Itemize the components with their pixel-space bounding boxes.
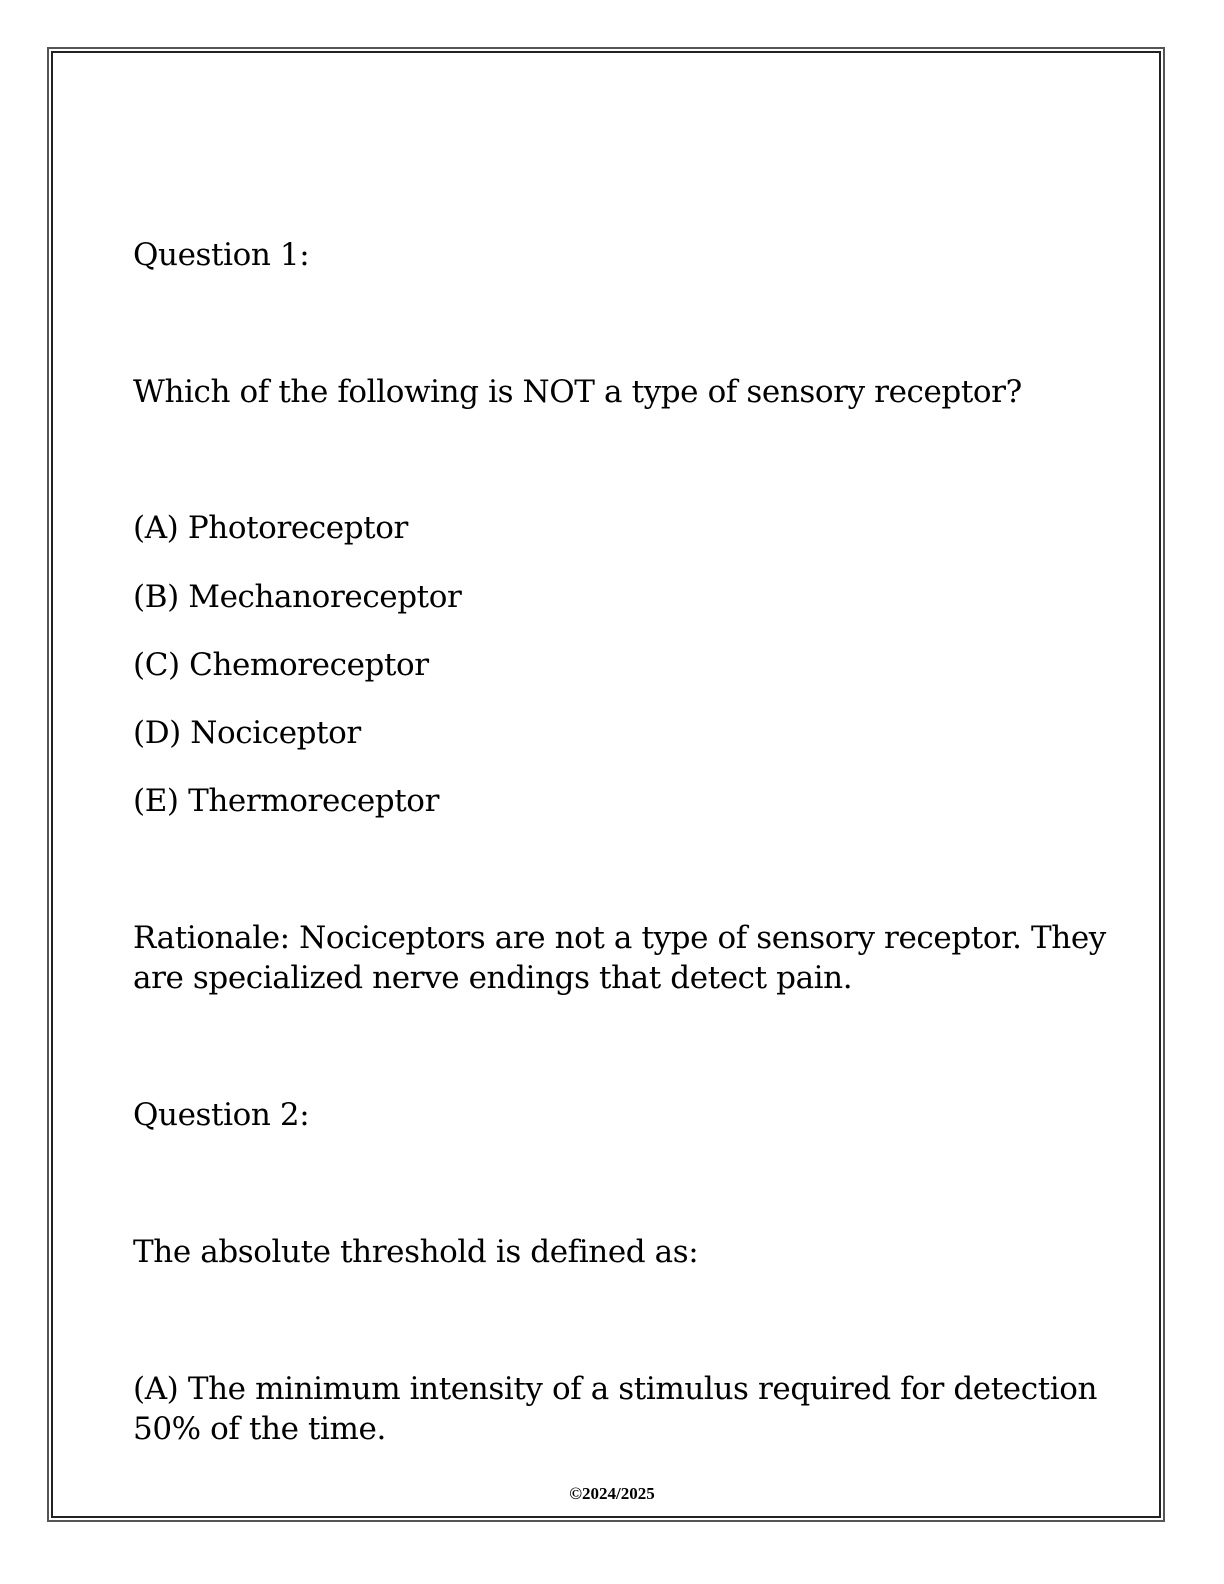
option-c: (C) Chemoreceptor: [133, 647, 429, 683]
question-1-prompt: Which of the following is NOT a type of sensory receptor?: [133, 374, 1022, 410]
question-2-label: Question 2:: [133, 1097, 310, 1133]
question-2-prompt: The absolute threshold is defined as:: [133, 1234, 699, 1270]
option-d: (D) Nociceptor: [133, 715, 361, 751]
rationale-line-1: Rationale: Nociceptors are not a type of sensory receptor. They: [133, 920, 1106, 956]
copyright-footer: ©2024/2025: [569, 1484, 655, 1503]
rationale-line-2: are specialized nerve endings that detect pain.: [133, 960, 853, 996]
q2-option-a-line-2: 50% of the time.: [133, 1411, 386, 1447]
option-a: (A) Photoreceptor: [133, 510, 408, 546]
option-b: (B) Mechanoreceptor: [133, 579, 462, 615]
question-1-label: Question 1:: [133, 237, 310, 273]
option-e: (E) Thermoreceptor: [133, 783, 439, 819]
q2-option-a-line-1: (A) The minimum intensity of a stimulus required for detection: [133, 1371, 1098, 1407]
